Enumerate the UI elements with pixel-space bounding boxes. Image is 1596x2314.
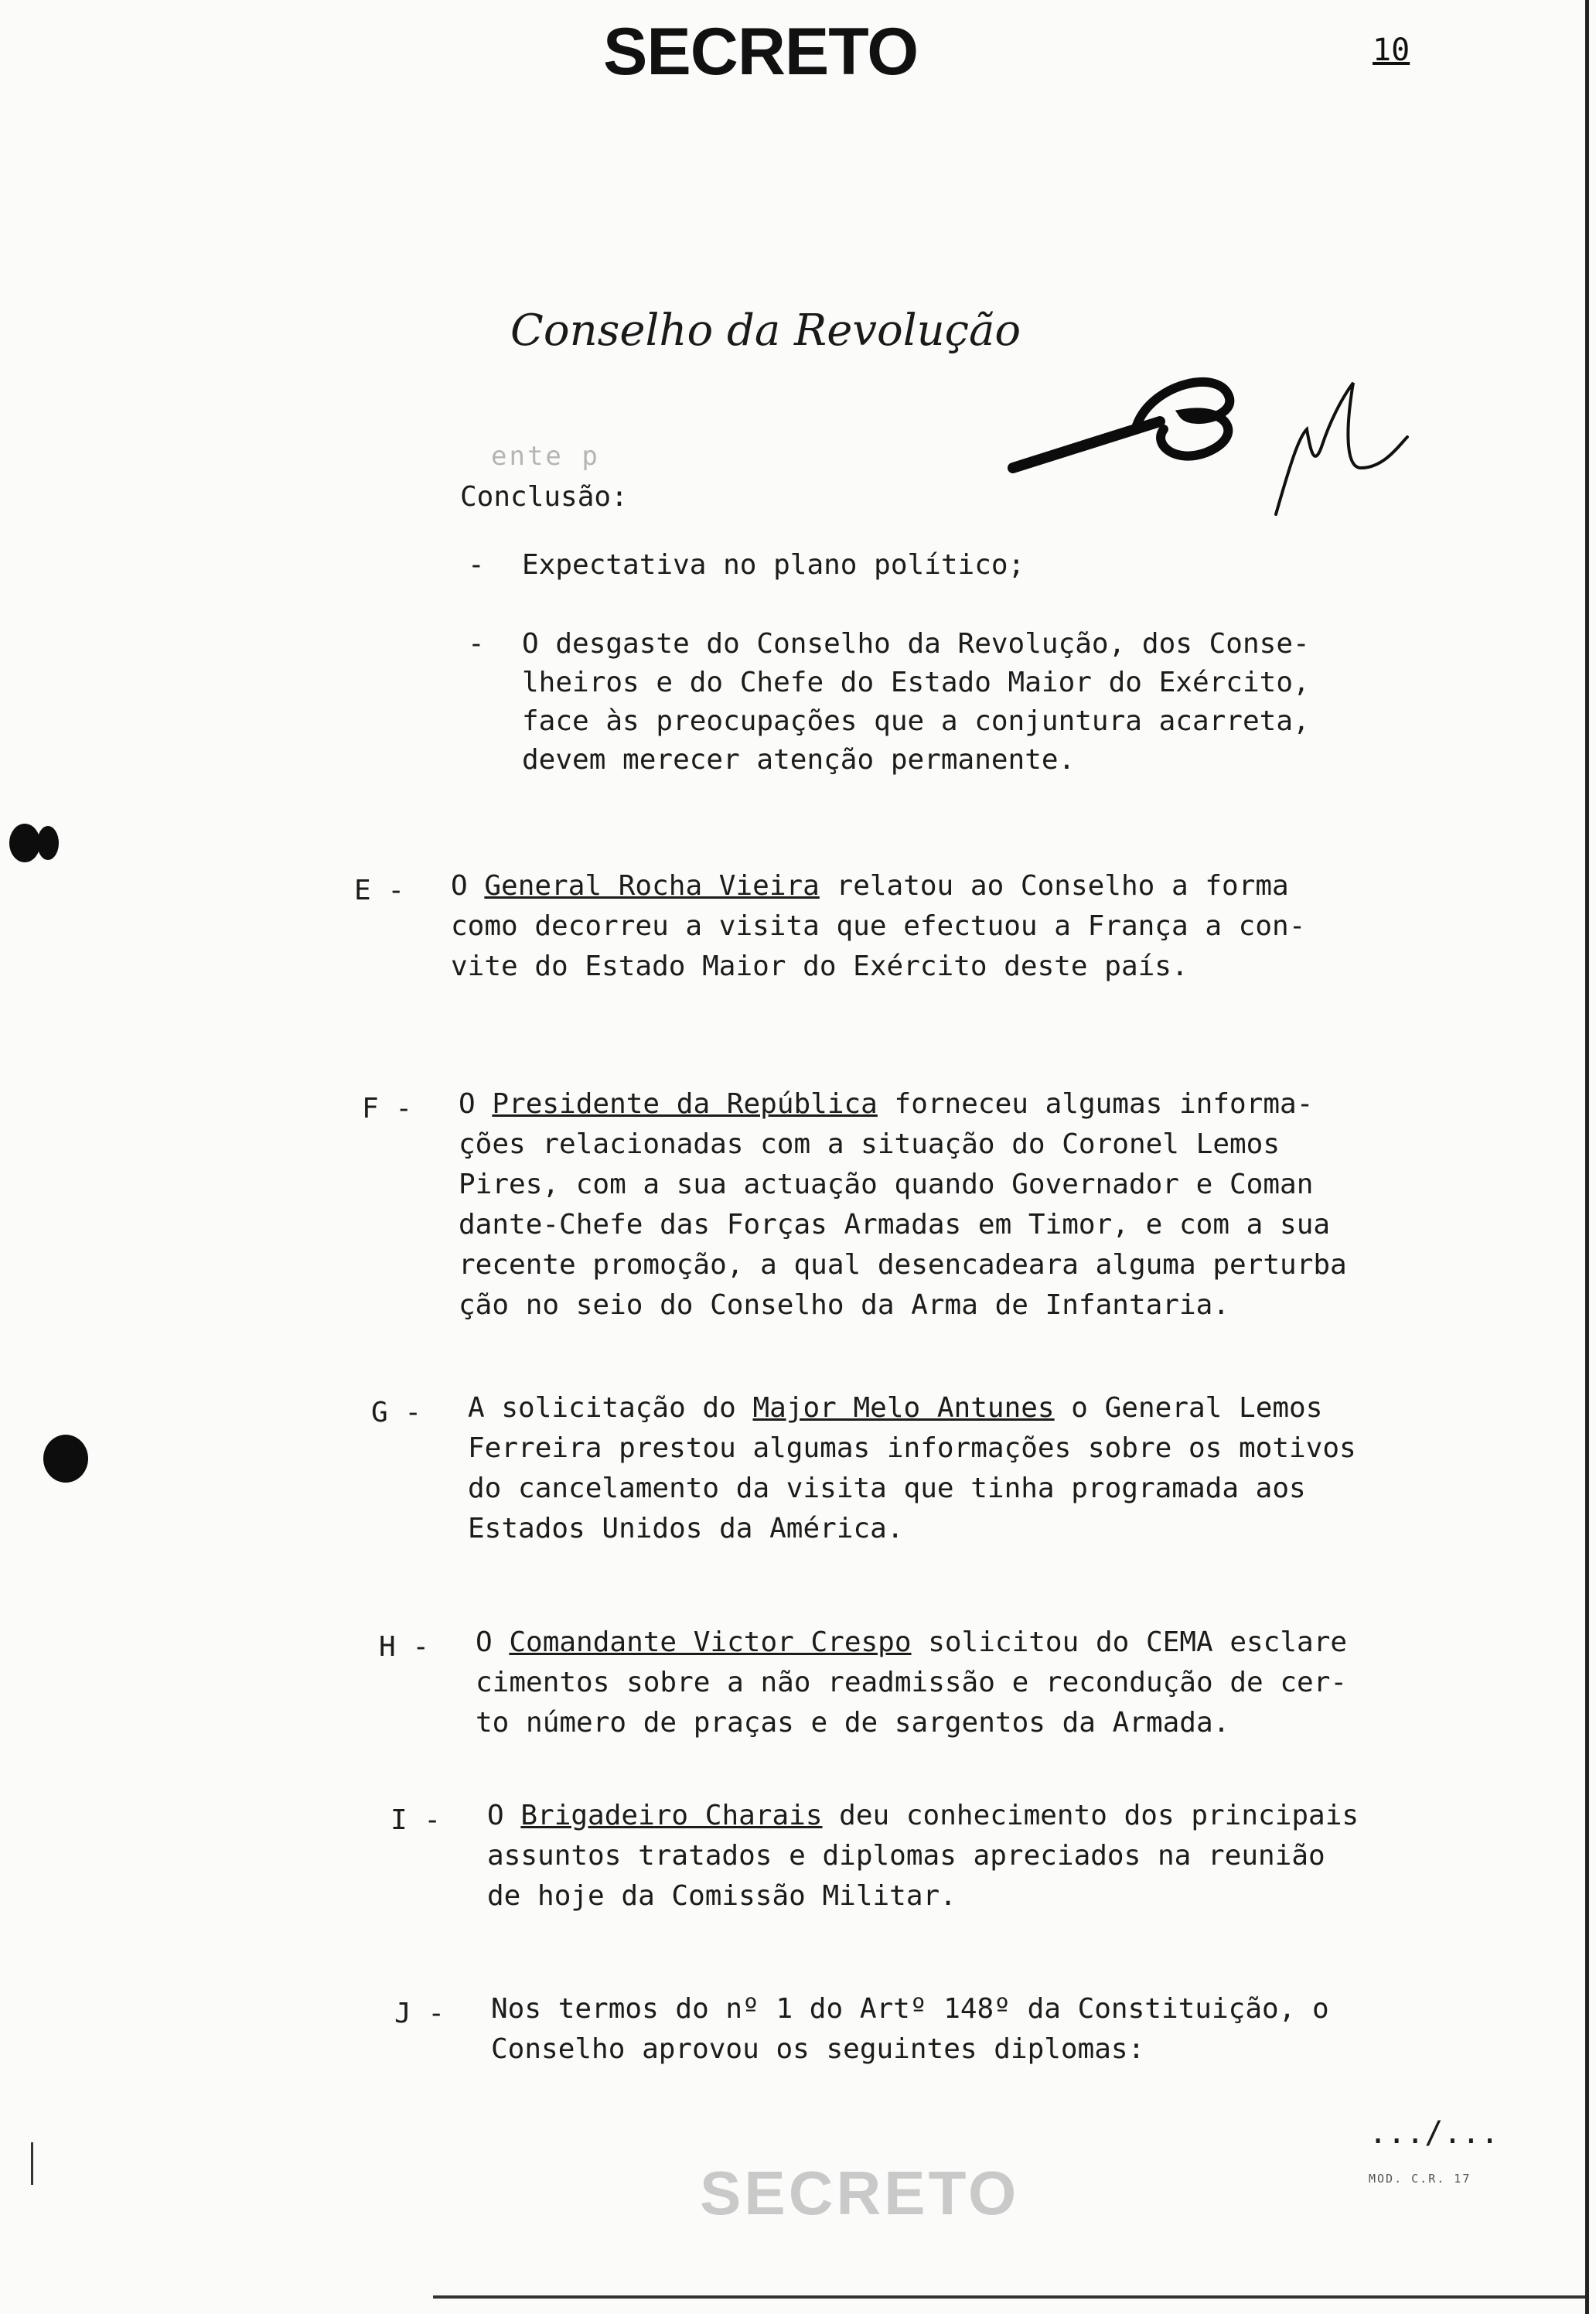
item-letter: E - bbox=[354, 875, 405, 906]
item-letter: H - bbox=[379, 1631, 430, 1663]
item-subject: Presidente da República bbox=[492, 1088, 878, 1120]
bullet-text: O desgaste do Conselho da Revolução, dos Conse- lheiros e do Chefe do Estado Maior do Exército, face às preocupações que a conjuntura acarreta, devem merecer atenção permanente. bbox=[522, 628, 1310, 776]
bullet-dash: - bbox=[468, 628, 485, 660]
secret-stamp-bottom: SECRETO bbox=[700, 2159, 1020, 2227]
item-body: forneceu algumas informa- ções relacionadas com a situação do Coronel Lemos Pires, com a sua actuação quando Governador e Coman dante-Chefe das Forças Armadas em Timor, e com a sua recente promoção, a qual desencadeara alguma perturba ção no seio do Conselho da Arma de Infantaria. bbox=[459, 1088, 1347, 1321]
item-body: deu conhecimento dos principais assuntos tratados e diplomas apreciados na reunião de hoje da Comissão Militar. bbox=[487, 1800, 1359, 1912]
binder-hole-mark bbox=[43, 1435, 88, 1483]
binder-hole-mark bbox=[37, 826, 59, 860]
item-text bbox=[459, 1084, 1487, 1326]
item-subject: Comandante Victor Crespo bbox=[509, 1626, 912, 1658]
item-body: o General Lemos Ferreira prestou algumas informações sobre os motivos do cancelamento da visita que tinha programada aos Estados Unidos da América. bbox=[468, 1392, 1356, 1544]
item-prefix: O bbox=[451, 870, 485, 902]
item-letter: G - bbox=[371, 1397, 422, 1428]
item-body: Nos termos do nº 1 do Artº 148º da Constituição, o Conselho aprovou os seguintes diplomas: bbox=[491, 1993, 1329, 2065]
item-body: relatou ao Conselho a forma como decorreu a visita que efectuou a França a con- vite do Estado Maior do Exército deste país. bbox=[451, 870, 1306, 982]
continuation-mark: .../... bbox=[1369, 2115, 1499, 2151]
item-subject: Brigadeiro Charais bbox=[520, 1800, 823, 1831]
item-letter: I - bbox=[390, 1804, 442, 1836]
item-subject: Major Melo Antunes bbox=[752, 1392, 1055, 1424]
item-body: solicitou do CEMA esclare cimentos sobre a não readmissão e recondução de cer- to número de praças e de sargentos da Armada. bbox=[476, 1626, 1348, 1739]
item-text bbox=[476, 1623, 1504, 1743]
item-prefix: O bbox=[476, 1626, 510, 1658]
binder-hole-mark bbox=[9, 824, 40, 862]
item-prefix: O bbox=[459, 1088, 493, 1120]
page-bottom-line bbox=[433, 2295, 1585, 2299]
handwritten-signature bbox=[998, 352, 1431, 538]
item-text bbox=[451, 866, 1479, 987]
item-prefix: A solicitação do bbox=[468, 1392, 753, 1424]
item-prefix: O bbox=[487, 1800, 521, 1831]
page-edge-line bbox=[1585, 0, 1589, 2314]
conclusion-heading: Conclusão: bbox=[460, 481, 628, 513]
item-text bbox=[468, 1388, 1496, 1549]
bullet-dash: - bbox=[468, 549, 485, 581]
item-subject: General Rocha Vieira bbox=[484, 870, 820, 902]
item-letter: F - bbox=[362, 1093, 413, 1125]
form-code: MOD. C.R. 17 bbox=[1369, 2172, 1472, 2186]
secret-stamp-top: SECRETO bbox=[603, 15, 919, 89]
item-letter: J - bbox=[394, 1998, 445, 2029]
letterhead-council-name: Conselho da Revolução bbox=[510, 305, 1021, 356]
bullet-text: Expectativa no plano político; bbox=[522, 549, 1025, 581]
item-text bbox=[491, 1989, 1519, 2070]
margin-mark bbox=[31, 2142, 33, 2185]
item-text bbox=[487, 1796, 1516, 1916]
faint-text-fragment: ente p bbox=[491, 441, 600, 472]
page-number: 10 bbox=[1373, 32, 1410, 68]
